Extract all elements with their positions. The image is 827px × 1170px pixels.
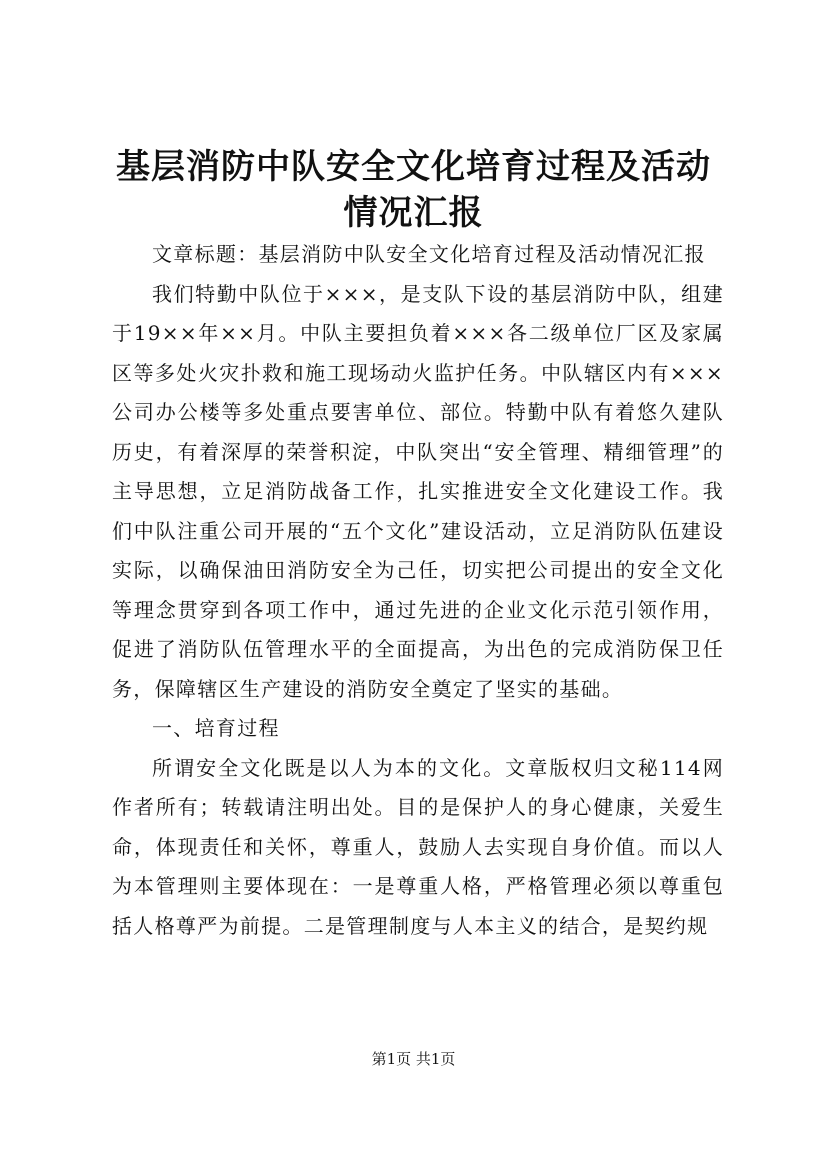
section-paragraph: 所谓安全文化既是以人为本的文化。文章版权归文秘114网作者所有；转载请注明出处。目的是保护人的身心健康，关爱生命，体现责任和关怀，尊重人，鼓励人去实现自身价值。而以人为本管理则主要体现在：一是尊重人格，严格管理必须以尊重包括人格尊严为前提。二是管理制度与人本主义的结合，是契约规 bbox=[112, 755, 724, 938]
section-heading: 一、培育过程 bbox=[152, 716, 280, 740]
intro-paragraph: 我们特勤中队位于×××，是支队下设的基层消防中队，组建于19××年××月。中队主要担负着×××各二级单位厂区及家属区等多处火灾扑救和施工现场动火监护任务。中队辖区内有×××公司办公楼等多处重点要害单位、部位。特勤中队有着悠久建队历史，有着深厚的荣誉积淀，中队突出“安全管理、精细管理”的主导思想，立足消防战备工作，扎实推进安全文化建设工作。我们中队注重公司开展的“五个文化”建设活动，立足消防队伍建设实际，以确保油田消防安全为己任，切实把公司提出的安全文化等理念贯穿到各项工作中，通过先进的企业文化示范引领作用，促进了消防队伍管理水平的全面提高，为出色的完成消防保卫任务，保障辖区生产建设的消防安全奠定了坚实的基础。 bbox=[112, 281, 724, 701]
page-footer: 第1页 共1页 bbox=[371, 1050, 456, 1068]
article-title-line: 文章标题：基层消防中队安全文化培育过程及活动情况汇报 bbox=[152, 242, 706, 266]
document-body bbox=[112, 235, 724, 946]
document-title: 基层消防中队安全文化培育过程及活动情况汇报 bbox=[116, 147, 711, 233]
